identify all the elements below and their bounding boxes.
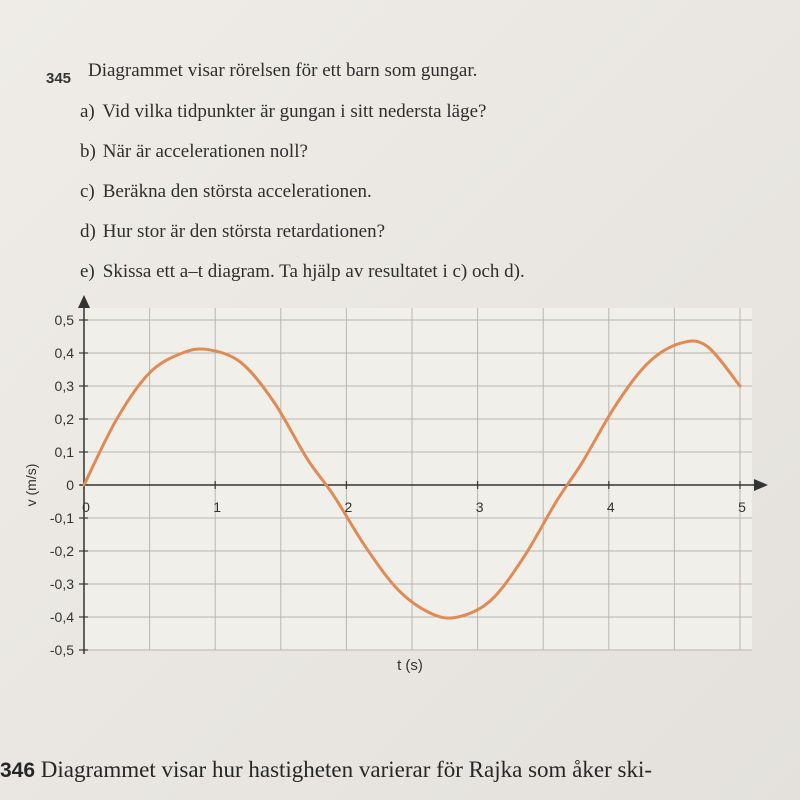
velocity-time-chart	[0, 280, 800, 700]
y-axis-label: v (m/s)	[23, 463, 39, 507]
y-tick-label: 0,3	[54, 378, 74, 394]
question-c	[80, 172, 525, 212]
y-tick-label: 0,2	[54, 411, 74, 427]
question-b	[80, 132, 525, 172]
problem-intro: Diagrammet visar rörelsen för ett barn som gungar.	[88, 60, 478, 81]
question-letter: c)	[80, 181, 95, 202]
question-text: Skissa ett a–t diagram. Ta hjälp av resultatet i c) och d).	[102, 261, 525, 282]
y-tick-label: 0,1	[54, 444, 74, 460]
y-tick-label: 0,5	[54, 312, 74, 328]
question-list	[80, 92, 525, 292]
y-tick-label: -0,3	[49, 576, 74, 592]
y-tick-label: 0	[66, 477, 74, 493]
question-text: Vid vilka tidpunkter är gungan i sitt nedersta läge?	[102, 101, 487, 122]
problem-number: 345	[46, 70, 72, 87]
x-tick-label: 0	[82, 499, 90, 515]
x-tick-label: 1	[213, 499, 222, 515]
next-problem	[0, 757, 652, 783]
question-text: När är accelerationen noll?	[102, 141, 308, 162]
x-tick-label: 2	[344, 499, 353, 515]
y-tick-label: -0,1	[49, 510, 74, 526]
question-text: Hur stor är den största retardationen?	[102, 221, 386, 242]
question-text: Beräkna den största accelerationen.	[102, 181, 372, 202]
next-problem-number: 346	[0, 759, 36, 782]
y-tick-label: -0,2	[49, 543, 74, 559]
y-axis-arrow	[78, 295, 90, 308]
y-tick-label: -0,4	[49, 609, 74, 625]
x-tick-label: 5	[738, 499, 746, 515]
question-letter: d)	[80, 221, 96, 242]
x-tick-label: 3	[475, 499, 484, 515]
x-axis-label: t (s)	[397, 657, 423, 674]
y-tick-label: 0,4	[54, 345, 74, 361]
question-letter: a)	[80, 101, 95, 122]
next-problem-text: Diagrammet visar hur hastigheten varierar för Rajka som åker ski-	[40, 757, 652, 782]
question-d	[80, 212, 525, 252]
question-letter: e)	[80, 261, 95, 282]
chart-svg	[0, 280, 800, 700]
question-a	[80, 92, 525, 132]
x-axis-arrow	[754, 479, 768, 491]
question-letter: b)	[80, 141, 96, 162]
x-tick-label: 4	[606, 499, 615, 515]
y-tick-label: -0,5	[49, 642, 74, 658]
